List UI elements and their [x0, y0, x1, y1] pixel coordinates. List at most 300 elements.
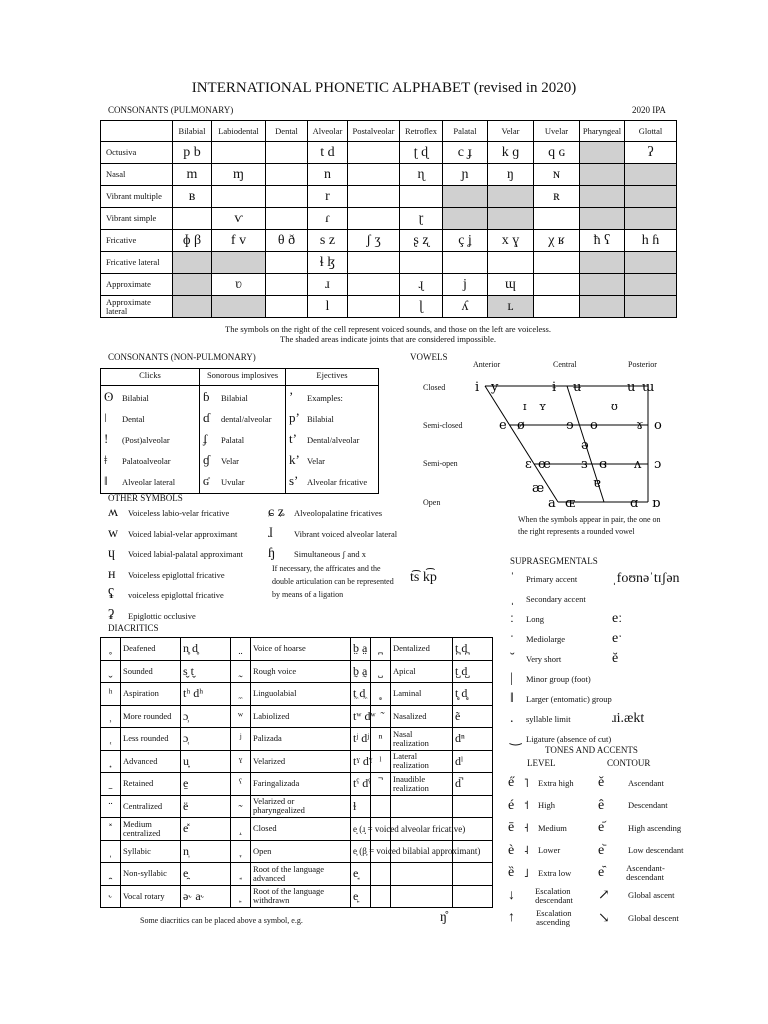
- suprasegmental-symbol: ˌ: [510, 591, 515, 606]
- suprasegmental-item: [510, 629, 690, 649]
- implosive-item-symbol: ʛ: [203, 473, 209, 488]
- consonant-cell: [173, 208, 212, 230]
- clicks-list: [101, 386, 200, 494]
- vowel-col-central: Central: [553, 360, 577, 369]
- suprasegmental-example: ɹi.ækt: [612, 711, 645, 726]
- vowel-row-semi-closed: Semi-closed: [423, 421, 463, 430]
- tone-level-bar: ˧: [524, 820, 529, 835]
- diacritic-label: Sounded: [121, 660, 181, 683]
- diacritic-mark: [101, 863, 121, 886]
- suprasegmental-example: ĕ: [612, 651, 619, 666]
- other-symbol-glyph: w: [108, 525, 119, 541]
- consonant-cell: [348, 274, 400, 296]
- consonant-cell: p b: [173, 142, 212, 164]
- consonant-cell: ʔ: [625, 142, 677, 164]
- tone-level-label: Lower: [538, 845, 561, 856]
- ejective-item-label: Dental/alveolar: [307, 435, 360, 445]
- diacritic-example: e̝ (ɹ̝ = voiced alveolar fricative): [351, 818, 371, 841]
- diacritic-row: [101, 863, 493, 886]
- tone-contour-symbol: e᷈: [598, 865, 605, 881]
- diacritic-row: [101, 795, 493, 818]
- suprasegmental-item: [510, 589, 690, 609]
- column-header: Bilabial: [173, 121, 212, 142]
- consonant-cell: [580, 252, 625, 274]
- diacritic-label: Laminal: [391, 683, 453, 706]
- consonant-cell: ŋ: [488, 164, 534, 186]
- consonant-cell: r: [308, 186, 348, 208]
- diacritic-label: [391, 885, 453, 908]
- ejective-item: [289, 429, 375, 450]
- diacritic-mark: [101, 795, 121, 818]
- section-heading-other-symbols: OTHER SYMBOLS: [108, 493, 183, 503]
- tone-level-label: Medium: [538, 822, 567, 833]
- diacritic-mark: ʰ: [101, 683, 121, 706]
- consonant-cell: f v: [212, 230, 266, 252]
- consonant-cell: [534, 208, 580, 230]
- implosive-item-symbol: ɠ: [203, 452, 210, 467]
- diacritic-label: Faringalizada: [251, 773, 351, 796]
- svg-text:i: i: [475, 380, 480, 395]
- consonant-cell: ʟ: [488, 296, 534, 318]
- svg-text:ɶ: ɶ: [565, 496, 576, 511]
- tone-level-item: [508, 817, 603, 840]
- implosive-item-label: Velar: [221, 456, 239, 466]
- diacritic-row: [101, 750, 493, 773]
- tone-level-symbol: è: [508, 842, 515, 858]
- vowel-row-closed: Closed: [423, 383, 446, 392]
- suprasegmentals-list: [510, 569, 690, 749]
- consonant-row: [101, 208, 677, 230]
- diacritic-mark: [231, 885, 251, 908]
- consonant-cell: [534, 296, 580, 318]
- consonant-cell: ɽ: [400, 208, 443, 230]
- consonants-header-row: [101, 121, 677, 142]
- consonant-row: [101, 296, 677, 318]
- suprasegmental-symbol: ‖: [510, 691, 514, 706]
- svg-text:ɒ: ɒ: [652, 496, 661, 511]
- consonant-cell: [580, 274, 625, 296]
- ejective-item-label: Examples:: [307, 393, 343, 403]
- diacritic-mark: ʷ: [231, 705, 251, 728]
- diacritic-label: Palizada: [251, 728, 351, 751]
- other-symbol-glyph: ʢ: [108, 587, 115, 602]
- tone-level-symbol: ↓: [508, 887, 515, 903]
- diacritic-label: Root of the language advanced: [251, 863, 351, 886]
- svg-text:ɛ: ɛ: [525, 457, 532, 472]
- diacritic-mark: [231, 840, 251, 863]
- other-symbol-label: Voiceless labio-velar fricative: [128, 508, 230, 518]
- diacritics-footer: Some diacritics can be placed above a symbol, e.g.: [140, 916, 303, 925]
- consonant-cell: [625, 296, 677, 318]
- diacritic-example: e̞ (β̞ = voiced bilabial approximant): [351, 840, 371, 863]
- tone-level-item: [508, 862, 603, 885]
- implosive-item-symbol: ʄ: [203, 431, 208, 446]
- consonant-cell: ʃ ʒ: [348, 230, 400, 252]
- click-item-label: Dental: [122, 414, 145, 424]
- column-header: Postalveolar: [348, 121, 400, 142]
- consonant-cell: ɲ: [443, 164, 488, 186]
- consonant-cell: [488, 252, 534, 274]
- diacritic-mark: [231, 795, 251, 818]
- diacritic-label: Rough voice: [251, 660, 351, 683]
- tone-level-symbol: ē: [508, 820, 515, 836]
- tone-contour-label: Low descendant: [628, 845, 684, 856]
- consonant-cell: m: [173, 164, 212, 186]
- diacritic-example: [453, 863, 493, 886]
- consonant-cell: [266, 274, 308, 296]
- consonant-cell: [212, 142, 266, 164]
- consonant-cell: [534, 274, 580, 296]
- consonant-cell: [625, 252, 677, 274]
- row-label: Vibrant simple: [101, 208, 173, 230]
- svg-text:ə: ə: [581, 438, 589, 453]
- tone-contour-symbol: ↘: [598, 910, 610, 926]
- click-item: [104, 387, 196, 408]
- tone-level-item: [508, 885, 603, 908]
- vowel-pair-note: When the symbols appear in pair, the one on the right represents a rounded vowel: [518, 515, 661, 536]
- tone-level-label: Extra low: [538, 867, 572, 878]
- diacritic-mark: ˞: [101, 885, 121, 908]
- row-label: Octusiva: [101, 142, 173, 164]
- diacritic-mark: [231, 638, 251, 661]
- diacritic-mark: [371, 795, 391, 818]
- tone-level-bar: ˦: [524, 798, 529, 813]
- header-implosives: Sonorous implosives: [200, 369, 286, 386]
- diacritic-example: n̩: [181, 840, 231, 863]
- consonant-cell: x ɣ: [488, 230, 534, 252]
- consonant-cell: [266, 186, 308, 208]
- tone-contour-symbol: ↗: [598, 888, 610, 904]
- tone-contour-item: [598, 885, 698, 908]
- diacritic-mark: [101, 728, 121, 751]
- consonant-cell: ʙ: [173, 186, 212, 208]
- click-item-symbol: ǃ: [104, 431, 109, 446]
- section-heading-suprasegmentals: SUPRASEGMENTALS: [510, 556, 598, 566]
- diacritic-row: [101, 638, 493, 661]
- implosive-item-label: Palatal: [221, 435, 245, 445]
- diacritic-row: [101, 885, 493, 908]
- suprasegmental-item: [510, 609, 690, 629]
- tone-contour-item: [598, 817, 698, 840]
- consonant-cell: ɬ ɮ: [308, 252, 348, 274]
- diacritic-example: n̥ d̥: [181, 638, 231, 661]
- consonant-cell: [173, 296, 212, 318]
- diacritic-label: Medium centralized: [121, 818, 181, 841]
- consonant-cell: l: [308, 296, 348, 318]
- other-symbols-list: [108, 503, 268, 626]
- implosive-item-symbol: ɓ: [203, 389, 210, 404]
- consonant-cell: [443, 252, 488, 274]
- column-header: Pharyngeal: [580, 121, 625, 142]
- tone-level-item: [508, 840, 603, 863]
- consonant-cell: [580, 164, 625, 186]
- svg-text:ʌ: ʌ: [634, 457, 642, 472]
- click-item: [104, 450, 196, 471]
- click-item: [104, 429, 196, 450]
- consonant-cell: ɸ β: [173, 230, 212, 252]
- tone-level-bar: ˨: [524, 843, 529, 858]
- consonant-row: [101, 274, 677, 296]
- consonant-cell: [212, 296, 266, 318]
- other-symbol-glyph: ʡ: [108, 607, 115, 623]
- diacritic-mark: [101, 750, 121, 773]
- diacritic-mark: ʲ: [231, 728, 251, 751]
- consonant-cell: [266, 296, 308, 318]
- tone-level-item: [508, 772, 603, 795]
- consonant-cell: [625, 274, 677, 296]
- implosive-item-label: Uvular: [221, 477, 245, 487]
- diacritic-label: Less rounded: [121, 728, 181, 751]
- diacritic-label: Dentalized: [391, 638, 453, 661]
- affricate-note: If necessary, the affricates and the double articulation can be represented by means of a ligation: [272, 564, 394, 599]
- row-label: Approximate lateral: [101, 296, 173, 318]
- diacritic-label: Aspiration: [121, 683, 181, 706]
- diacritic-example: e̠: [181, 773, 231, 796]
- tone-level-item: [508, 907, 603, 930]
- consonant-cell: j: [443, 274, 488, 296]
- diacritic-example: tˠ dˠ: [351, 750, 371, 773]
- consonant-cell: [266, 164, 308, 186]
- consonant-cell: [400, 252, 443, 274]
- diacritic-label: Velarized: [251, 750, 351, 773]
- consonant-cell: ɱ: [212, 164, 266, 186]
- click-item-symbol: ǀ: [104, 410, 107, 425]
- consonant-cell: [266, 142, 308, 164]
- section-heading-diacritics: DIACRITICS: [108, 623, 159, 633]
- row-label: Approximate: [101, 274, 173, 296]
- other-symbol-label: Epiglottic occlusive: [128, 610, 196, 621]
- consonant-cell: [534, 252, 580, 274]
- diacritic-example: u̟: [181, 750, 231, 773]
- diacritic-label: Labiolized: [251, 705, 351, 728]
- diacritic-label: Advanced: [121, 750, 181, 773]
- diacritic-label: Nasal realization: [391, 728, 453, 751]
- diacritic-example: t̻ d̻: [453, 683, 493, 706]
- click-item-symbol: ʘ: [104, 389, 114, 404]
- consonant-cell: [212, 252, 266, 274]
- tone-contour-label: Descendant: [628, 800, 668, 811]
- diacritic-label: Lateral realization: [391, 750, 453, 773]
- consonant-cell: ɻ: [400, 274, 443, 296]
- consonant-cell: [580, 186, 625, 208]
- diacritic-example: b̤ a̤: [351, 638, 371, 661]
- consonant-cell: [443, 186, 488, 208]
- diacritic-example: ɔ̜: [181, 728, 231, 751]
- consonant-cell: k ɡ: [488, 142, 534, 164]
- diacritic-example: dⁿ: [453, 728, 493, 751]
- consonant-cell: ʀ: [534, 186, 580, 208]
- suprasegmental-example: eː: [612, 611, 623, 626]
- suprasegmental-symbol: ˘: [510, 651, 515, 666]
- other-symbol-glyph: ɺ: [268, 525, 273, 541]
- ejective-item: [289, 387, 375, 408]
- consonant-cell: [625, 164, 677, 186]
- svg-text:æ: æ: [532, 481, 545, 496]
- diacritic-label: Open: [251, 840, 351, 863]
- diacritic-label: [391, 795, 453, 818]
- consonant-cell: [348, 142, 400, 164]
- consonant-row: [101, 252, 677, 274]
- implosive-item: [203, 471, 282, 492]
- consonant-cell: θ ð: [266, 230, 308, 252]
- implosive-item-label: Bilabial: [221, 393, 248, 403]
- diacritic-example: s̬ t̬: [181, 660, 231, 683]
- svg-text:ɵ: ɵ: [590, 418, 598, 433]
- consonant-cell: χ ʁ: [534, 230, 580, 252]
- diacritic-mark: [101, 638, 121, 661]
- implosive-item-symbol: ɗ: [203, 410, 210, 425]
- suprasegmental-example: ˌfoʊnəˈtɪʃən: [612, 571, 680, 586]
- consonant-cell: ħ ʕ: [580, 230, 625, 252]
- svg-text:ɜ: ɜ: [581, 457, 588, 472]
- consonant-cell: [348, 164, 400, 186]
- consonant-row: [101, 164, 677, 186]
- consonant-cell: n: [308, 164, 348, 186]
- diacritic-row: [101, 728, 493, 751]
- diacritic-mark: [231, 683, 251, 706]
- diacritic-example: tʰ dʰ: [181, 683, 231, 706]
- tone-contour-label: Ascendant: [628, 777, 664, 788]
- consonant-cell: ɹ: [308, 274, 348, 296]
- diacritic-example: e̽: [181, 818, 231, 841]
- consonant-cell: [348, 186, 400, 208]
- consonant-cell: t d: [308, 142, 348, 164]
- header-ejectives: Ejectives: [286, 369, 379, 386]
- diacritic-example: t̺ d̺: [453, 660, 493, 683]
- diacritic-example: ə˞ a˞: [181, 885, 231, 908]
- non-pulmonary-table: [100, 368, 379, 494]
- diacritic-row: [101, 773, 493, 796]
- implosive-item: [203, 387, 282, 408]
- click-item-label: (Post)alveolar: [122, 435, 170, 445]
- diacritic-label: Deafened: [121, 638, 181, 661]
- other-symbol-label: Vibrant voiced alveolar lateral: [294, 528, 398, 539]
- diacritic-mark: ˤ: [231, 773, 251, 796]
- column-header: Dental: [266, 121, 308, 142]
- suprasegmental-symbol: ː: [510, 611, 514, 626]
- ipa-version-badge: 2020 IPA: [632, 105, 666, 115]
- suprasegmental-item: [510, 689, 690, 709]
- other-symbols-right: [268, 503, 418, 565]
- row-label: Fricative: [101, 230, 173, 252]
- diacritic-mark: [371, 660, 391, 683]
- tone-level-symbol: ↑: [508, 910, 515, 926]
- section-heading-consonants: CONSONANTS (PULMONARY): [108, 105, 234, 115]
- suprasegmental-item: [510, 569, 690, 589]
- tone-contour-label: Global ascent: [628, 890, 675, 901]
- diacritic-mark: [371, 638, 391, 661]
- diacritic-label: More rounded: [121, 705, 181, 728]
- ejective-item-symbol: kʼ: [289, 452, 300, 467]
- row-label: Nasal: [101, 164, 173, 186]
- consonant-cell: ɰ: [488, 274, 534, 296]
- diacritic-row: [101, 683, 493, 706]
- consonant-cell: q ɢ: [534, 142, 580, 164]
- tone-contour-item: [598, 862, 698, 885]
- column-header: Glottal: [625, 121, 677, 142]
- consonant-note-voicing: The symbols on the right of the cell represent voiced sounds, and those on the left are voiceless.: [225, 324, 551, 334]
- svg-text:y: y: [491, 380, 499, 395]
- ejective-item-label: Alveolar fricative: [307, 477, 368, 487]
- suprasegmental-label: Secondary accent: [526, 594, 586, 604]
- other-symbol-label: Simultaneous ʃ and x: [294, 549, 367, 559]
- consonant-cell: ⱱ: [212, 208, 266, 230]
- consonant-cell: h ɦ: [625, 230, 677, 252]
- diacritic-mark: ⁿ: [371, 728, 391, 751]
- diacritic-mark: [371, 683, 391, 706]
- consonant-cell: ɳ: [400, 164, 443, 186]
- diacritic-example: e̙: [351, 885, 371, 908]
- consonant-cell: ʎ: [443, 296, 488, 318]
- svg-text:ø: ø: [517, 418, 525, 433]
- tone-level-symbol: é: [508, 797, 515, 813]
- implosive-item-label: dental/alveolar: [221, 414, 272, 424]
- diacritic-row: [101, 660, 493, 683]
- diacritic-mark: ˠ: [231, 750, 251, 773]
- diacritic-example: tʷ dʷ: [351, 705, 371, 728]
- tone-level-label: Escalation descendant: [535, 885, 573, 905]
- svg-text:ɘ: ɘ: [566, 418, 574, 433]
- diacritic-example: ɔ̹: [181, 705, 231, 728]
- consonant-cell: [348, 252, 400, 274]
- consonant-cell: ʈ ɖ: [400, 142, 443, 164]
- svg-text:o: o: [654, 418, 662, 433]
- diacritic-label: Retained: [121, 773, 181, 796]
- other-symbol-item: [268, 503, 418, 524]
- ejective-item-symbol: tʼ: [289, 431, 297, 446]
- diacritic-row: [101, 818, 493, 841]
- svg-text:ɤ: ɤ: [636, 418, 644, 433]
- other-symbol-glyph: ʍ: [108, 505, 119, 520]
- diacritic-example: ɫ: [351, 795, 371, 818]
- suprasegmental-symbol: .: [510, 711, 514, 726]
- diacritic-label: Non-syllabic: [121, 863, 181, 886]
- consonant-cell: [173, 274, 212, 296]
- svg-text:ɑ: ɑ: [630, 496, 639, 511]
- tone-level-symbol: ȅ: [508, 865, 515, 881]
- other-symbol-item: [108, 524, 268, 545]
- diacritics-footer-example: ŋ̊: [440, 910, 447, 925]
- svg-text:ɔ: ɔ: [654, 457, 662, 472]
- implosive-item: [203, 450, 282, 471]
- column-header: Retroflex: [400, 121, 443, 142]
- ejective-item-label: Bilabial: [307, 414, 334, 424]
- consonant-note-shading: The shaded areas indicate joints that are considered impossible.: [280, 334, 496, 344]
- suprasegmental-label: Primary accent: [526, 574, 578, 584]
- consonants-table: [100, 120, 677, 318]
- click-item: [104, 471, 196, 492]
- consonant-cell: [348, 296, 400, 318]
- tone-level-symbol: e̋: [508, 775, 515, 791]
- ligature-examples: t͡s k͡p: [410, 570, 437, 585]
- diacritic-label: Centralized: [121, 795, 181, 818]
- suprasegmental-label: Larger (entomatic) group: [526, 694, 612, 704]
- diacritic-label: Velarized or pharyngealized: [251, 795, 351, 818]
- consonant-cell: [580, 142, 625, 164]
- diacritic-example: [453, 885, 493, 908]
- vowel-trapezoid: [470, 372, 670, 512]
- other-symbol-item: [108, 544, 268, 565]
- diacritic-label: Vocal rotary: [121, 885, 181, 908]
- diacritic-mark: [101, 818, 121, 841]
- vowel-col-anterior: Anterior: [473, 360, 501, 369]
- diacritics-table: [100, 637, 493, 908]
- tone-level-label: Escalation ascending: [536, 908, 572, 928]
- click-item-symbol: ǂ: [104, 452, 108, 467]
- suprasegmental-label: syllable limit: [526, 714, 571, 724]
- click-item: [104, 408, 196, 429]
- svg-text:ɨ: ɨ: [552, 380, 557, 395]
